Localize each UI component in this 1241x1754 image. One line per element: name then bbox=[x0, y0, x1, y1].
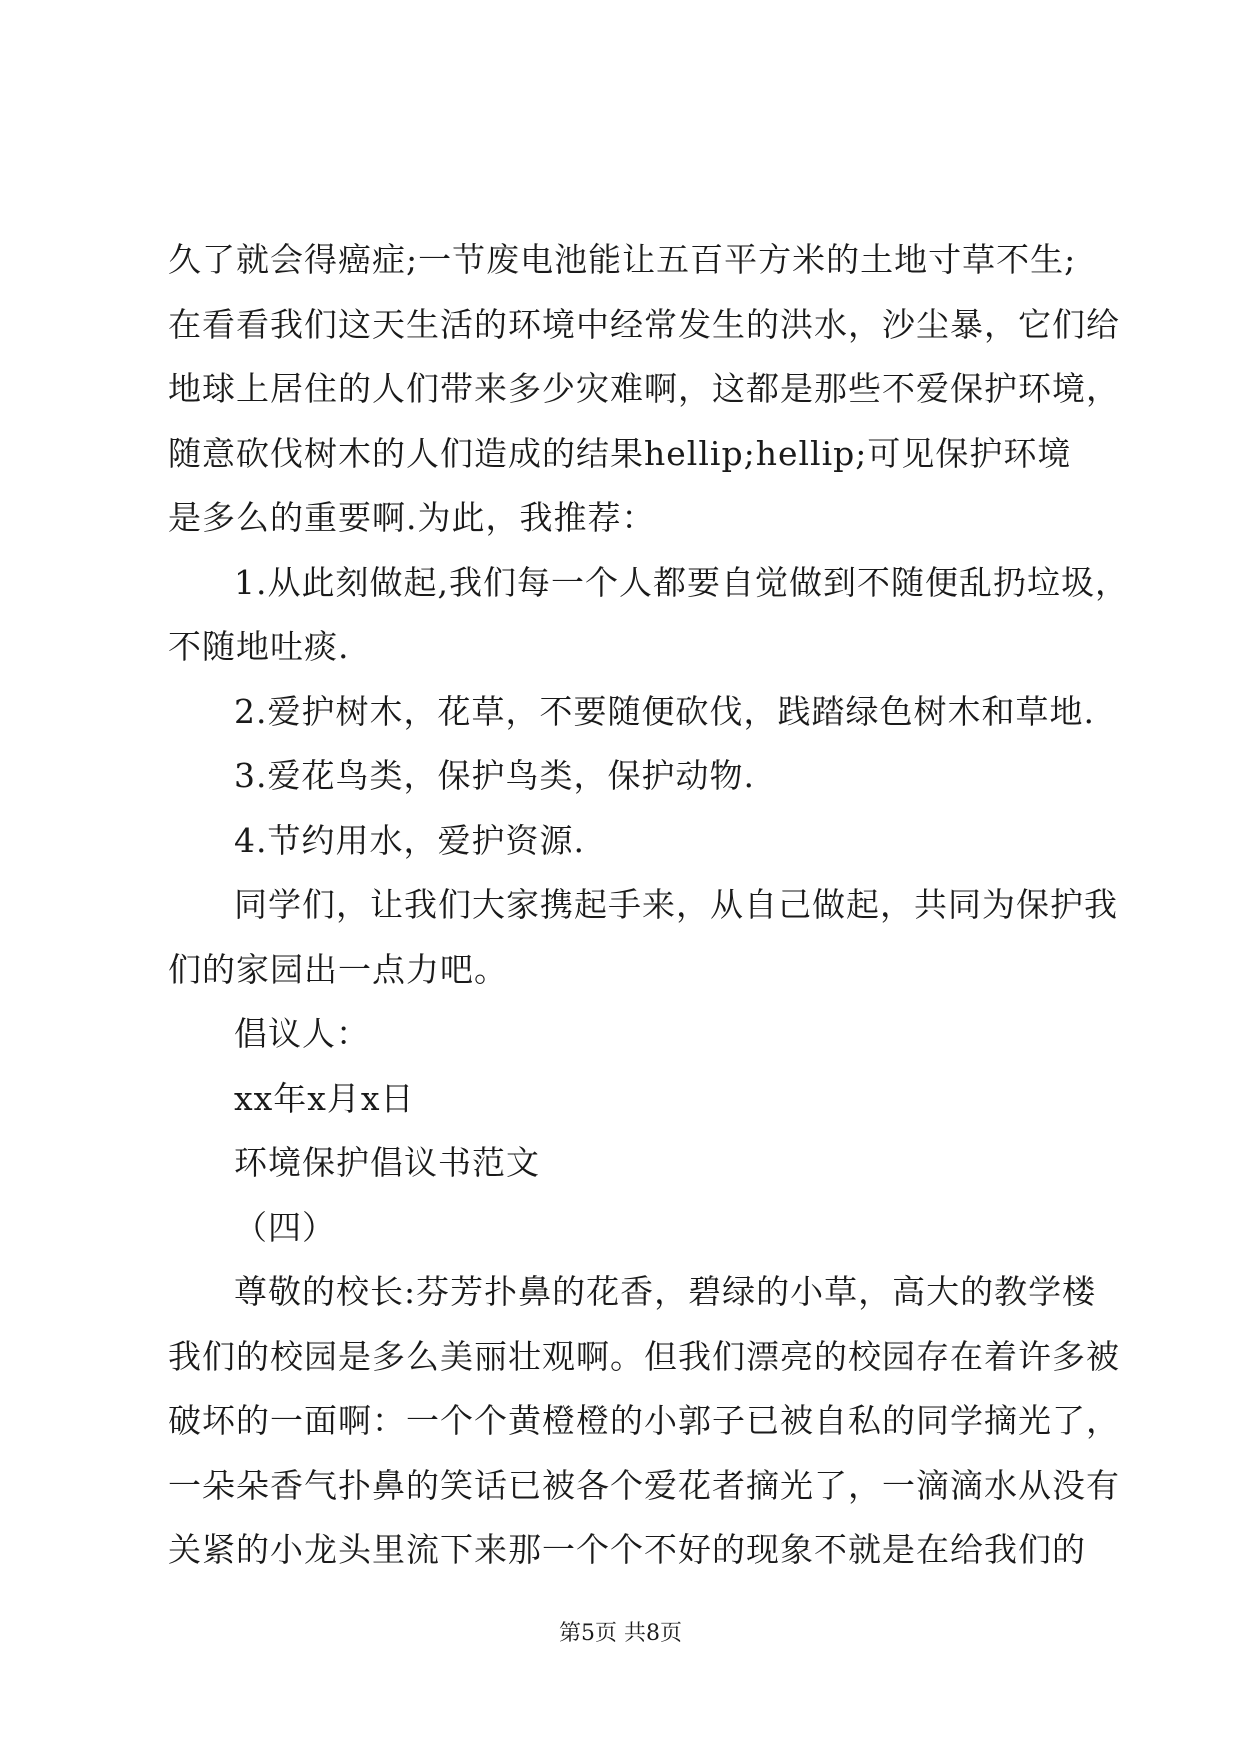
text-line: 随意砍伐树木的人们造成的结果hellip;hellip;可见保护环境 bbox=[168, 433, 1072, 473]
text-line: 关紧的小龙头里流下来那一个个不好的现象不就是在给我们的 bbox=[168, 1530, 1086, 1569]
text-line: 2.爱护树木，花草，不要随便砍伐，践踏绿色树木和草地. bbox=[234, 691, 1095, 731]
text-line: 在看看我们这天生活的环境中经常发生的洪水，沙尘暴，它们给 bbox=[168, 304, 1120, 344]
page-footer: 第5页 共8页 bbox=[559, 1621, 682, 1646]
text-line: 一朵朵香气扑鼻的笑话已被各个爱花者摘光了，一滴滴水从没有 bbox=[168, 1465, 1120, 1505]
text-line: 久了就会得癌症;一节废电池能让五百平方米的土地寸草不生; bbox=[168, 240, 1077, 279]
text-line: 尊敬的校长:芬芳扑鼻的花香，碧绿的小草，高大的教学楼 bbox=[234, 1272, 1097, 1311]
text-line: 地球上居住的人们带来多少灾难啊，这都是那些不爱保护环境， bbox=[168, 369, 1120, 408]
text-line: 4.节约用水，爱护资源. bbox=[234, 820, 585, 860]
document-body bbox=[168, 228, 1129, 1583]
text-line: 同学们，让我们大家携起手来，从自己做起，共同为保护我 bbox=[234, 885, 1118, 924]
text-line: 3.爱花鸟类，保护鸟类，保护动物. bbox=[234, 756, 755, 795]
text-line: （四） bbox=[234, 1207, 336, 1247]
text-line: 们的家园出一点力吧。 bbox=[168, 949, 508, 989]
text-line: 是多么的重要啊.为此，我推荐： bbox=[168, 498, 656, 537]
text-line: 破坏的一面啊：一个个黄橙橙的小郭子已被自私的同学摘光了， bbox=[168, 1401, 1120, 1440]
text-line: 1.从此刻做起,我们每一个人都要自觉做到不随便乱扔垃圾， bbox=[234, 562, 1129, 602]
text-line: xx年x月x日 bbox=[234, 1078, 415, 1118]
text-line: 我们的校园是多么美丽壮观啊。但我们漂亮的校园存在着许多被 bbox=[168, 1336, 1120, 1376]
text-line: 环境保护倡议书范文 bbox=[234, 1143, 540, 1182]
text-line: 不随地吐痰. bbox=[168, 627, 350, 666]
text-line: 倡议人： bbox=[234, 1014, 370, 1053]
